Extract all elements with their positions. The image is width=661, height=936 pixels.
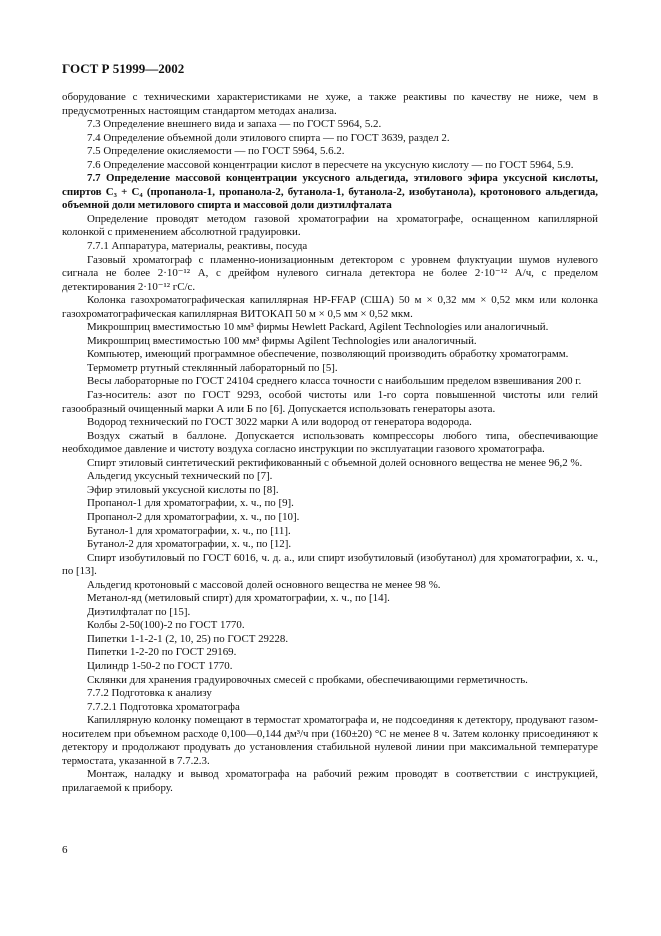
list-item: Эфир этиловый уксусной кислоты по [8].	[87, 483, 279, 496]
paragraph: Термометр ртутный стеклянный лабораторный по [5].	[87, 361, 338, 374]
subsection-heading: 7.7.2.1 Подготовка хроматографа	[87, 700, 240, 713]
document-header: ГОСТ Р 51999—2002	[62, 61, 185, 76]
paragraph: Компьютер, имеющий программное обеспечение, позволяющий производить обработку хроматограмм.	[87, 348, 569, 361]
paragraph: Воздух сжатый в баллоне. Допускается использовать компрессоры любого типа, обеспечивающие необходимое давление и чистоту воздуха согласно инструкции по эксплуатации газового хроматографа.	[62, 429, 598, 456]
paragraph: Определение проводят методом газовой хроматографии на хроматографе, оснащенном капиллярной колонкой с применением абсолютной градуировки.	[62, 212, 598, 239]
document-body	[62, 91, 598, 795]
paragraph: Газовый хроматограф с пламенно-ионизационным детектором с уровнем флуктуации шумов нулевого сигнала не более 2·10⁻¹² А, с дрейфом нулевого сигнала детектора не более 2·10⁻¹² А/ч, с пределом детектирования 2·10⁻¹² гС/с.	[62, 253, 598, 293]
paragraph: Микрошприц вместимостью 10 мм³ фирмы Hewlett Packard, Agilent Technologies или аналогичный.	[87, 321, 549, 334]
paragraph: 7.4 Определение объемной доли этилового спирта — по ГОСТ 3639, раздел 2.	[87, 131, 450, 144]
list-item: Бутанол-1 для хроматографии, х. ч., по [11].	[87, 524, 291, 537]
list-item: Колбы 2-50(100)-2 по ГОСТ 1770.	[87, 619, 245, 632]
paragraph: Колонка газохроматографическая капиллярная HP-FFAP (США) 50 м × 0,32 мм × 0,52 мкм или колонка газохроматографическая капиллярная ВИТОКАП 50 м × 0,5 мм × 0,52 мкм.	[62, 294, 598, 320]
paragraph: Капиллярную колонку помещают в термостат хроматографа и, не подсоединяя к детектору, продувают газом-носителем при объемном расходе 0,100—0,144 дм³/ч при (160±20) °С не менее 8 ч. Затем колонку присоединяют к детектору и продолжают продувать до установления стабильной нулевой линии при максимальной температуре термостата, указанной в 7.7.2.3.	[62, 714, 598, 767]
paragraph: Микрошприц вместимостью 100 мм³ фирмы Agilent Technologies или аналогичный.	[87, 334, 477, 347]
paragraph: оборудование с техническими характеристиками не хуже, а также реактивы по качеству не ниже, чем в предусмотренных настоящим стандартом методах анализа.	[62, 91, 598, 117]
subsection-heading: 7.7.1 Аппаратура, материалы, реактивы, посуда	[87, 240, 308, 253]
paragraph: 7.6 Определение массовой концентрации кислот в пересчете на уксусную кислоту — по ГОСТ 5964, 5.9.	[87, 158, 574, 171]
list-item: Пипетки 1-2-20 по ГОСТ 29169.	[87, 646, 237, 659]
list-item: Склянки для хранения градуировочных смесей с пробками, обеспечивающими герметичность.	[87, 673, 528, 686]
paragraph: 7.3 Определение внешнего вида и запаха — по ГОСТ 5964, 5.2.	[87, 118, 382, 131]
list-item: Альдегид уксусный технический по [7].	[87, 470, 273, 483]
paragraph: Спирт изобутиловый по ГОСТ 6016, ч. д. а., или спирт изобутиловый (изобутанол) для хроматографии, х. ч., по [13].	[62, 551, 598, 578]
page-number: 6	[62, 844, 68, 856]
paragraph: Спирт этиловый синтетический ректификованный с объемной долей основного вещества не менее 96,2 %.	[87, 456, 583, 469]
paragraph: Газ-носитель: азот по ГОСТ 9293, особой чистоты или 1-го сорта повышенной чистоты или гелий газообразный очищенный марки А или Б по [6]. Допускается использовать генераторы азота.	[62, 389, 598, 415]
subsection-heading: 7.7.2 Подготовка к анализу	[87, 687, 212, 700]
section-heading: 7.7 Определение массовой концентрации уксусного альдегида, этилового эфира уксусной кислоты, спиртов С₃ + С₄ (пропанола-1, пропанола-2, бутанола-1, бутанола-2, изобутанола), кротонового альдегида, объемной доли метилового спирта и массовой доли диэтилфталата	[62, 172, 598, 212]
list-item: Альдегид кротоновый с массовой долей основного вещества не менее 98 %.	[87, 578, 441, 591]
paragraph: Водород технический по ГОСТ 3022 марки А или водород от генератора водорода.	[87, 416, 472, 429]
list-item: Бутанол-2 для хроматографии, х. ч., по [12].	[87, 538, 292, 551]
list-item: Диэтилфталат по [15].	[87, 605, 191, 618]
paragraph: Весы лабораторные по ГОСТ 24104 среднего класса точности с наибольшим пределом взвешивания 200 г.	[87, 375, 582, 388]
paragraph: 7.5 Определение окисляемости — по ГОСТ 5964, 5.6.2.	[87, 145, 345, 158]
list-item: Пипетки 1-1-2-1 (2, 10, 25) по ГОСТ 29228.	[87, 632, 289, 645]
paragraph: Монтаж, наладку и вывод хроматографа на рабочий режим проводят в соответствии с инструкцией, прилагаемой к прибору.	[62, 768, 598, 794]
list-item: Пропанол-2 для хроматографии, х. ч., по [10].	[87, 510, 300, 523]
list-item: Метанол-яд (метиловый спирт) для хроматографии, х. ч., по [14].	[87, 592, 390, 605]
list-item: Цилиндр 1-50-2 по ГОСТ 1770.	[87, 659, 233, 672]
list-item: Пропанол-1 для хроматографии, х. ч., по [9].	[87, 497, 294, 510]
